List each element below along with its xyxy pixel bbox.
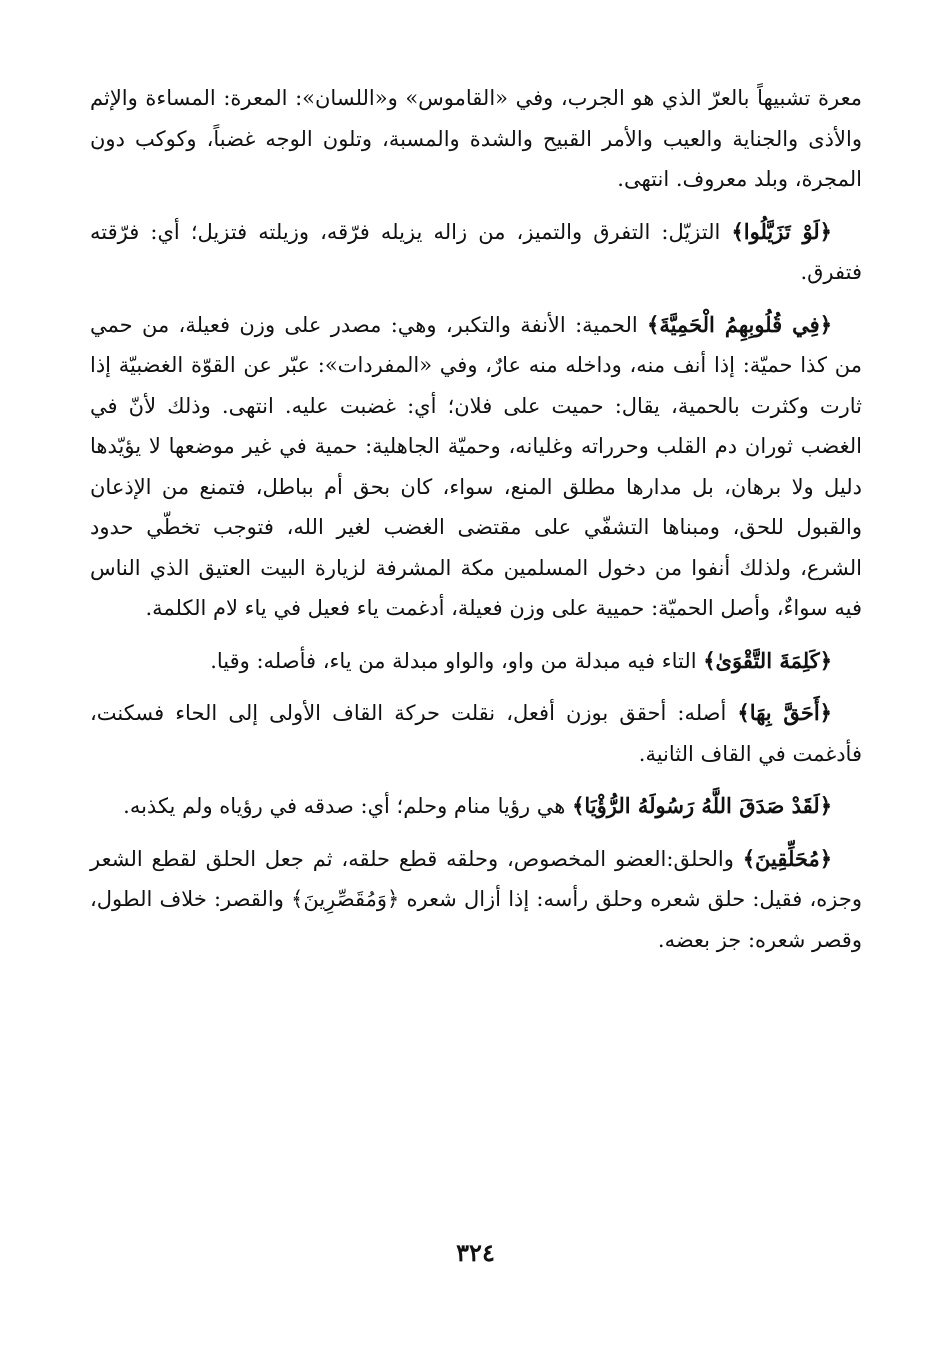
paragraph-continuation bbox=[90, 78, 862, 200]
quran-quote: ﴿أَحَقَّ بِهَا﴾ bbox=[737, 700, 832, 725]
paragraph-ahaqq bbox=[90, 693, 862, 774]
quran-quote: ﴿مُحَلِّقِينَ﴾ bbox=[742, 845, 832, 871]
paragraph-text: التزيّل: التفرق والتميز، من زاله يزيله فرّقه، وزيلته فتزيل؛ أي: فرّقته فتفرق. bbox=[90, 219, 862, 284]
paragraph-kalimat-taqwa bbox=[90, 641, 862, 682]
quran-quote: ﴿لَوْ تَزَيَّلُوا﴾ bbox=[731, 218, 832, 244]
quran-quote: ﴿لَقَدْ صَدَقَ اللَّهُ رَسُولَهُ الرُّؤْيَا﴾ bbox=[572, 793, 832, 818]
paragraph-text: والحلق:العضو المخصوص، وحلقه قطع حلقه، ثم جعل الحلق لقطع الشعر وجزه، فقيل: حلق شعره وحلق رأسه: إذا أزال شعره ﴿وَمُقَصِّرِينَ﴾ والقصر: خلاف الطول، وقصر شعره: جز بعضه. bbox=[90, 846, 862, 952]
paragraph-tazayyalu bbox=[90, 212, 862, 293]
paragraph-hamiyya bbox=[90, 305, 862, 629]
paragraph-text: أصله: أحقق بوزن أفعل، نقلت حركة القاف الأولى إلى الحاء فسكنت، فأدغمت في القاف الثانية. bbox=[90, 701, 862, 766]
paragraph-text: معرة تشبيهاً بالعرّ الذي هو الجرب، وفي «القاموس» و«اللسان»: المعرة: المساءة والإثم والأذى والجناية والعيب والأمر القبيح والشدة والمسبة، وتلون الوجه غضباً، وكوكب دون المجرة، وبلد معروف. انتهى. bbox=[90, 86, 862, 191]
paragraph-text: الحمية: الأنفة والتكبر، وهي: مصدر على وزن فعيلة، من حمي من كذا حميّة: إذا أنف منه، وداخله منه عارٌ، وفي «المفردات»: عبّر عن القوّة الغضبيّة إذا ثارت وكثرت بالحمية، يقال: حميت على فلان؛ أي: غضبت عليه. انتهى. وذلك لأنّ في الغضب ثوران دم القلب وحرراته وغليانه، وحميّة الجاهلية: حمية في غير موضعها لا يؤيّدها دليل ولا برهان، بل مدارها مطلق المنع، سواء، كان بحق أم بباطل، فتمنع من الإذعان والقبول للحق، ومبناها التشفّي على مقتضى الغضب لغير الله، فتوجب تخطّي حدود الشرع، ولذلك أنفوا من دخول المسلمين مكة المشرفة لزيارة البيت العتيق الذي الناس فيه سواءٌ، وأصل الحميّة: حميية على وزن فعيلة، أدغمت ياء فعيل في ياء لام الكلمة. bbox=[90, 312, 862, 620]
body-text bbox=[90, 78, 862, 972]
paragraph-text: هي رؤيا منام وحلم؛ أي: صدقه في رؤياه ولم يكذبه. bbox=[123, 794, 573, 818]
paragraph-ruya bbox=[90, 786, 862, 827]
paragraph-text: التاء فيه مبدلة من واو، والواو مبدلة من ياء، فأصله: وقيا. bbox=[210, 648, 704, 673]
quran-quote: ﴿كَلِمَةَ التَّقْوَىٰ﴾ bbox=[703, 647, 832, 673]
quran-quote: ﴿فِي قُلُوبِهِمُ الْحَمِيَّةَ﴾ bbox=[647, 311, 833, 337]
page-number: ٣٢٤ bbox=[456, 1238, 495, 1267]
paragraph-muhalliqin bbox=[90, 839, 862, 961]
